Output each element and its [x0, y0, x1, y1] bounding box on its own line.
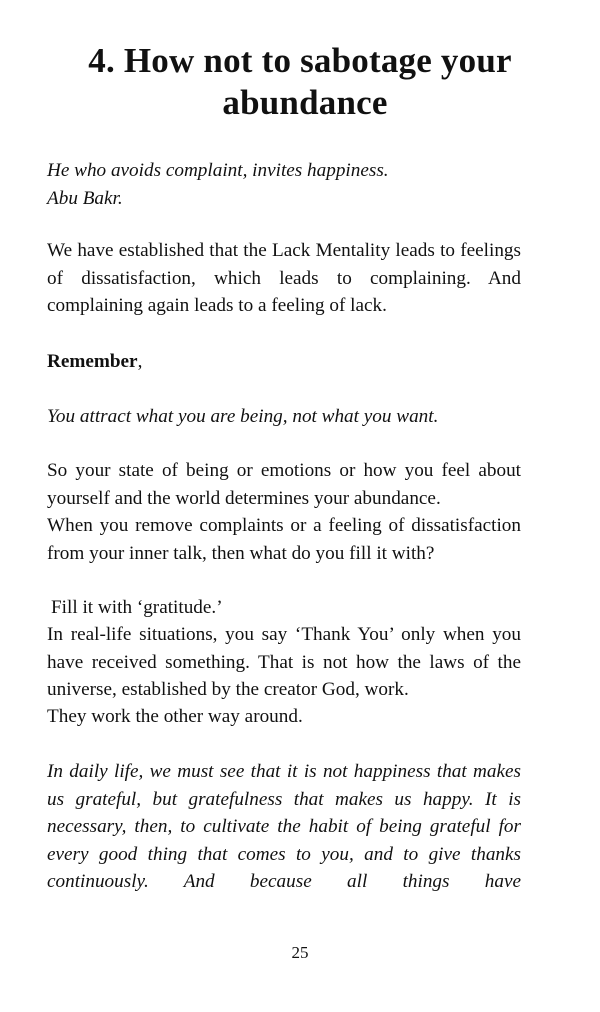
remember-label: Remember: [47, 351, 138, 372]
chapter-title: [40, 40, 560, 124]
paragraph-other-way: They work the other way around.: [47, 706, 303, 727]
paragraph-state-of-being: So your state of being or emotions or how you feel about yourself and the world determines your abundance.: [47, 460, 521, 509]
epigraph-author: Abu Bakr.: [47, 187, 123, 209]
paragraph-gratitude: Fill it with ‘gratitude.’: [51, 597, 223, 618]
chapter-title-line-2: abundance: [222, 83, 388, 122]
page-number: 25: [291, 943, 309, 962]
chapter-title-line-1: 4. How not to sabotage your: [88, 41, 512, 80]
paragraph-lack-mentality: We have established that the Lack Mentality leads to feelings of dissatisfaction, which leads to complaining. And complaining again leads to a feeling of lack.: [47, 240, 521, 316]
epigraph: [47, 157, 521, 212]
italic-passage: In daily life, we must see that it is not happiness that makes us grateful, but gratefulness that makes us happy. It is necessary, then, to cultivate the habit of being grateful for every good thing that comes to you, and to give thanks continuously. And because all things have: [47, 761, 521, 892]
epigraph-quote: He who avoids complaint, invites happiness.: [47, 160, 389, 181]
maxim: You attract what you are being, not what you want.: [47, 406, 439, 427]
paragraph-remove-complaints: When you remove complaints or a feeling of dissatisfaction from your inner talk, then what do you fill it with?: [47, 515, 521, 564]
remember-punctuation: ,: [137, 351, 143, 372]
remember-heading: [47, 348, 521, 376]
paragraph-real-life: In real-life situations, you say ‘Thank You’ only when you have received something. That is not how the laws of the universe, established by the creator God, work.: [47, 624, 521, 700]
